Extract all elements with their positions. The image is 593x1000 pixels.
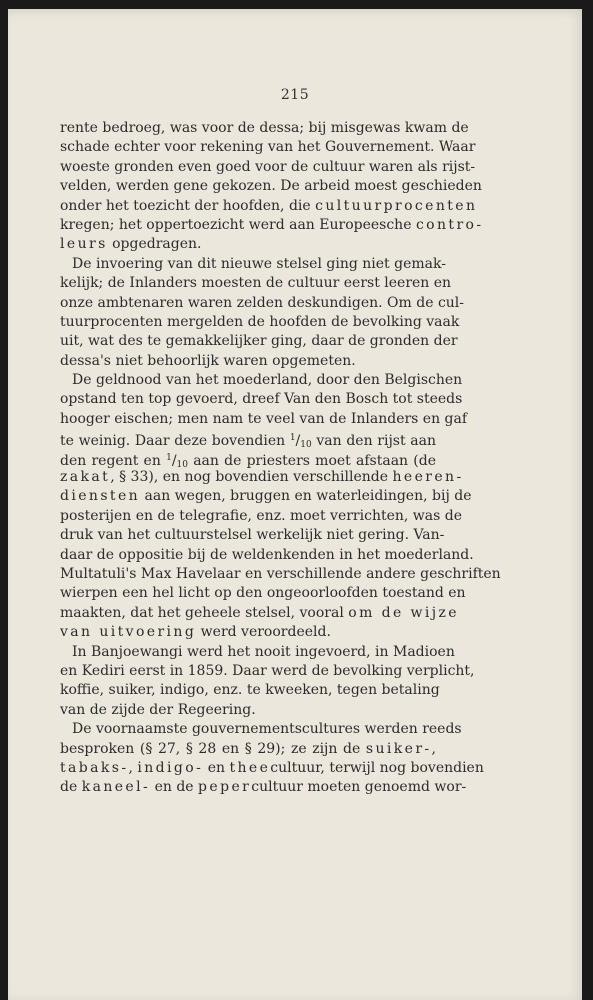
text-line: In Banjoewangi werd het nooit ingevoerd, in Madioen [72, 643, 455, 660]
text-line: rente bedroeg, was voor de dessa; bij misgewas kwam de [60, 120, 469, 136]
text-line: onder het toezicht der hoofden, die cultuurprocenten [60, 197, 478, 214]
text-line: woeste gronden even goed voor de cultuur waren als rijst- [60, 158, 476, 175]
text-line: posterijen en de telegrafie, enz. moet verrichten, was de [60, 507, 462, 524]
page-number: 215 [280, 87, 310, 103]
text-line: hooger eischen; men nam te veel van de Inlanders en gaf [60, 410, 468, 427]
text-line: Multatuli's Max Havelaar en verschillende andere geschriften [60, 565, 501, 582]
text-line: zakat, § 33), en nog bovendien verschillende heeren- [60, 469, 464, 486]
text-line: de kaneel- en de pepercultuur moeten genoemd wor- [60, 779, 467, 796]
text-line: den regent en $^1/_{10}$ aan de priesters moet afstaan (de [60, 452, 436, 470]
text-line: dessa's niet behoorlijk waren opgemeten. [60, 352, 356, 369]
text-line: leurs opgedragen. [60, 236, 202, 253]
text-line: tuurprocenten mergelden de hoofden de bevolking vaak [60, 313, 460, 330]
text-line: uit, wat des te gemakkelijker ging, daar de gronden der [60, 333, 458, 350]
text-line: besproken (§ 27, § 28 en § 29); ze zijn de suiker-, [60, 740, 436, 757]
text-line: en Kediri eerst in 1859. Daar werd de bevolking verplicht, [60, 662, 475, 679]
text-line: diensten aan wegen, bruggen en waterleidingen, bij de [60, 488, 472, 505]
text-line: opstand ten top gevoerd, dreef Van den Bosch tot steeds [60, 391, 463, 408]
text-line: druk van het cultuurstelsel werkelijk niet gering. Van- [60, 527, 445, 544]
text-line: onze ambtenaren waren zelden deskundigen. Om de cul- [60, 294, 465, 311]
text-line: kregen; het oppertoezicht werd aan Europeesche contro- [60, 216, 484, 233]
text-line: velden, werden gene gekozen. De arbeid moest geschieden [60, 178, 482, 195]
text-line: De geldnood van het moederland, door den Belgischen [72, 372, 463, 389]
text-line: maakten, dat het geheele stelsel, vooral om de wijze [60, 604, 459, 621]
text-line: van uitvoering werd veroordeeld. [60, 624, 331, 641]
text-line: te weinig. Daar deze bovendien $^1/_{10}$ van den rijst aan [60, 433, 436, 451]
body-text [60, 119, 501, 798]
text-line: koffie, suiker, indigo, enz. te kweeken, tegen betaling [60, 682, 440, 699]
text-line: daar de oppositie bij de weldenkenden in het moederland. [60, 546, 474, 563]
text-line: wierpen een hel licht op den ongeoorloofden toestand en [60, 585, 466, 602]
text-line: tabaks-, indigo- en theecultuur, terwijl nog bovendien [60, 759, 484, 776]
text-line: De invoering van dit nieuwe stelsel ging niet gemak- [72, 255, 446, 272]
text-line: van de zijde der Regeering. [60, 701, 256, 718]
text-line: schade echter voor rekening van het Gouvernement. Waar [60, 139, 476, 156]
text-line: kelijk; de Inlanders moesten de cultuur eerst leeren en [60, 275, 452, 292]
text-line: De voornaamste gouvernementscultures werden reeds [72, 721, 462, 738]
book-page [8, 9, 582, 1000]
